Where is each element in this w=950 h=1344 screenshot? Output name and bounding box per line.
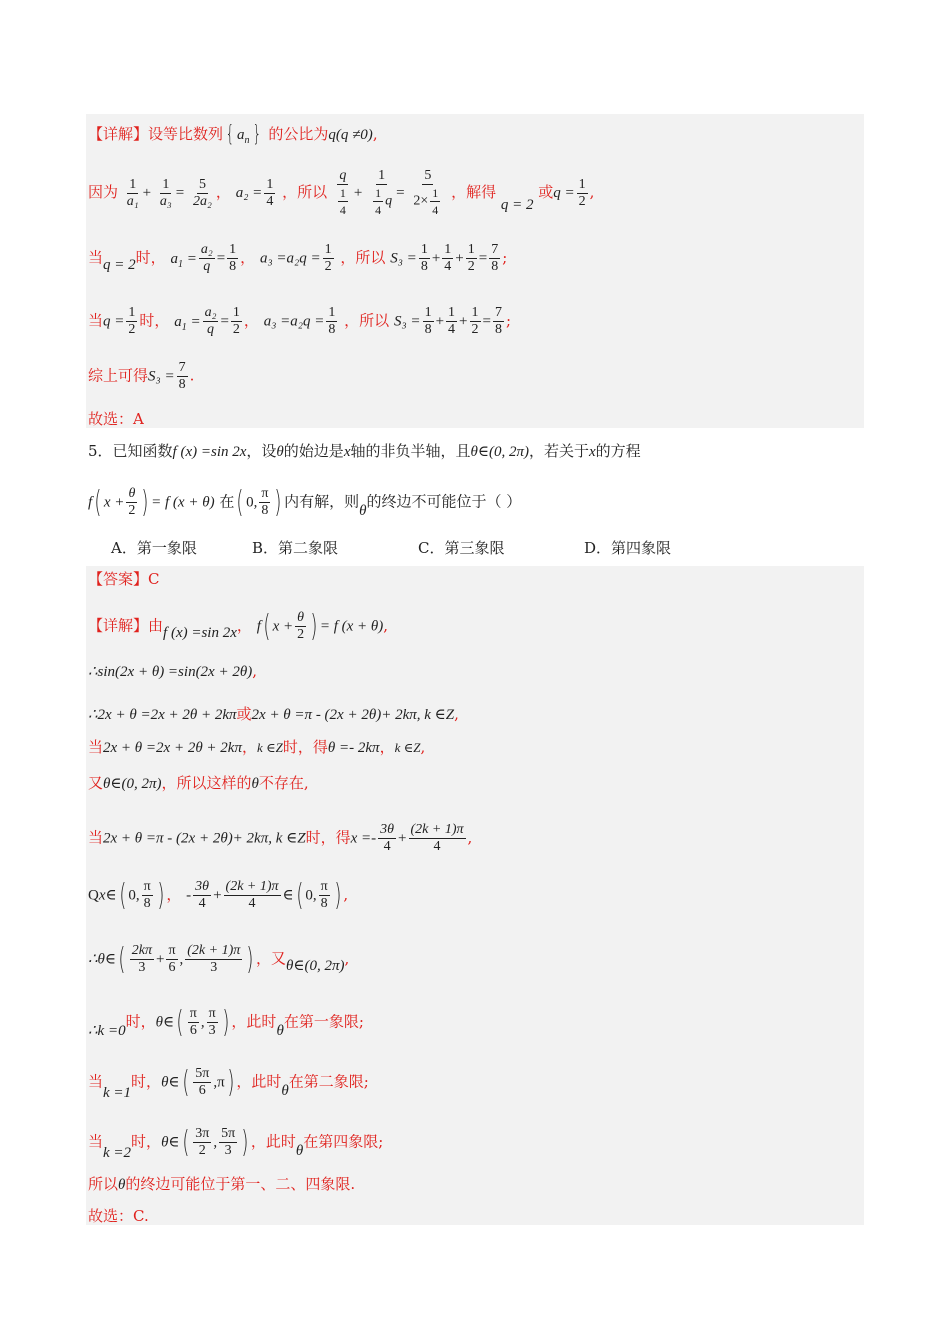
text: 的始边是 — [283, 442, 344, 460]
math: θ — [295, 1142, 304, 1159]
sol4-line4: 当q = $\frac{1}{2}$ 时， $a_1$ = $\frac{\text{a₂}}{q}$ = $\frac{1}{2}$ ， a₃ =a₂q = $\frac{1}{8}$ ，所以 S₃ = $\frac{1}{8}$ + $\frac{1}{4}$ + $\frac{1}{2}$ = $\frac{7}{8}$ ; — [88, 305, 512, 337]
math: S₃ = — [393, 313, 421, 330]
math: k =2 — [103, 1144, 132, 1161]
text: , — [344, 949, 350, 968]
text: ，此时 — [236, 1072, 282, 1091]
text: 或 — [236, 705, 252, 723]
math: θ — [276, 444, 284, 460]
math: 2x + θ =2x + 2θ + 2kπ — [103, 740, 242, 756]
text: , — [252, 662, 257, 680]
frac: $\frac{1}{\text{a₁}}$ — [126, 176, 139, 209]
text: ，解得 — [451, 183, 497, 201]
sol5-step5: 当2x + θ =π - (2x + 2θ)+ 2kπ, k ∈Z时，得x =- $\frac{3\theta}{4}$ + $\frac{(2k + 1)\pi}{4}$ , — [88, 822, 473, 854]
text: 时，得 — [282, 738, 328, 756]
math: ∴θ∈ — [88, 951, 117, 968]
sol5-step4 — [88, 772, 309, 795]
sol5-step2 — [88, 703, 459, 726]
text: 轴的非负半轴，且 — [350, 442, 471, 460]
math: q = 2 — [103, 256, 136, 273]
answer-tag: 【答案】 — [88, 570, 149, 588]
text: ; — [502, 248, 508, 267]
text: , — [383, 616, 389, 635]
text: 时，得 — [305, 828, 351, 847]
text: ，所以 — [282, 183, 328, 201]
text: 在第一象限; — [283, 1012, 364, 1031]
math: θ∈(0, 2π) — [470, 444, 529, 460]
math: - — [186, 887, 192, 904]
text: 在 — [219, 492, 235, 511]
q5-line1 — [88, 440, 641, 463]
math: 2x + θ =π - (2x + 2θ)+ 2kπ, k ∈Z — [251, 707, 455, 723]
math: f (x) =sin 2x — [172, 444, 247, 460]
math: θ∈ — [161, 1134, 180, 1151]
math: k ∈Z — [394, 740, 421, 755]
text: , — [372, 125, 378, 143]
sol5-conclusion — [88, 1173, 355, 1196]
sol4-line3: 当q = 2时， $a_1$ = $\frac{\text{a₂}}{q}$ = $\frac{1}{8}$ ， a₃ =a₂q = $\frac{1}{2}$ ，所以 S₃ = $\frac{1}{8}$ + $\frac{1}{4}$ + $\frac{1}{2}$ = $\frac{7}{8}$ ; — [88, 242, 508, 274]
text: 所以 — [88, 1175, 119, 1193]
text: 内有解，则 — [284, 492, 360, 511]
text: 故选：A — [88, 410, 144, 428]
math: θ — [281, 1082, 289, 1099]
text: , — [420, 738, 426, 756]
text: 当 — [88, 1072, 104, 1091]
frac-compound: 1 $\frac{1}{4}$ q — [375, 168, 393, 217]
frac: $\frac{1}{8}$ — [229, 242, 237, 274]
math: θ∈(0, 2π) — [286, 957, 345, 974]
text: , — [343, 885, 349, 904]
frac-compound: 5 2× $\frac{1}{4}$ — [413, 168, 439, 217]
math: ∴2x + θ =2x + 2θ + 2kπ — [88, 707, 237, 723]
text: ，所以 — [344, 311, 390, 330]
text: 又 — [88, 774, 104, 792]
option-b[interactable]: B．第二象限 — [252, 539, 339, 557]
sol5-final-answer — [88, 1205, 149, 1227]
q5-line2: f( x + $\frac{\theta}{2}$ ) = f (x + θ) 在( 0, $\frac{\pi}{8}$ ) 内有解，则θ的终边不可能位于（ ） — [88, 484, 522, 520]
sol4-line2: 因为 $\frac{1}{\text{a₁}}$ + $\frac{1}{\text{a₃}}$ = $\frac{5}{\text{2a₂}}$ ， a₂ = $\frac{1}{4}$ ，所以 $\frac{q}{\frac{1}{4}}$ + 1 $\frac{1}{4}$ q = 5 2× $\frac{1}{4}$ ，解得 q = 2 或q = $\frac{1}{2}$ , — [88, 168, 595, 217]
frac: $\frac{1}{2}$ — [578, 176, 586, 209]
sol5-step7: ∴θ∈( $\frac{2k\pi}{3}$ + $\frac{\pi}{6}$ , $\frac{(2k + 1)\pi}{3}$ ) ，又θ∈(0, 2π), — [88, 941, 350, 977]
frac: $\frac{\text{a₂}}{q}$ — [200, 242, 213, 274]
text: 因为 — [88, 183, 119, 201]
text: 时， — [135, 248, 166, 267]
math: f — [88, 494, 93, 511]
math: x∈ — [98, 887, 117, 904]
option-d[interactable]: D．第四象限 — [584, 539, 672, 557]
text: ， — [241, 738, 257, 756]
text: ，所以这样的 — [161, 774, 252, 792]
detail-tag: 【详解】 — [88, 125, 149, 143]
text: . — [189, 366, 195, 385]
text: 时， — [125, 1012, 156, 1031]
sol4-line1: 【详解】设等比数列 { $a_n$ } 的公比为q(q ≠0), — [88, 122, 378, 147]
frac: $\frac{5}{\text{2a₂}}$ — [193, 176, 212, 209]
math: 0, — [246, 494, 258, 511]
math: q = — [553, 185, 575, 201]
text: 不存在, — [258, 774, 309, 792]
text: ， — [236, 616, 252, 635]
text: ， — [379, 738, 395, 756]
text: ，设 — [246, 442, 277, 460]
sol5-step9: 当k =1时，θ∈( $\frac{5\pi}{6}$ ,π) ，此时θ在第二象限; — [88, 1064, 369, 1101]
math: x — [589, 444, 596, 460]
text: , — [467, 828, 473, 847]
frac: $\frac{1}{\text{a₃}}$ — [159, 176, 172, 209]
math: θ — [118, 1177, 126, 1193]
text: 的方程 — [595, 442, 641, 460]
math: x =- — [350, 830, 377, 847]
text: ; — [505, 311, 512, 330]
math: = f (x + θ) — [151, 494, 215, 511]
text: ，此时 — [231, 1012, 277, 1031]
math: f (x) =sin 2x — [163, 624, 237, 641]
option-c[interactable]: C．第三象限 — [418, 539, 505, 557]
text: 或 — [538, 183, 554, 201]
math: = f (x + θ) — [319, 618, 384, 635]
math-a: a — [237, 127, 245, 143]
detail-tag: 【详解】 — [88, 616, 149, 635]
text: ，又 — [255, 949, 286, 968]
math-q: q(q ≠0) — [328, 127, 373, 143]
text: ， — [166, 885, 182, 904]
text: ，若关于 — [528, 442, 589, 460]
math: θ∈ — [155, 1014, 175, 1031]
math: S₃ = — [148, 368, 175, 385]
math: ∴sin(2x + θ) =sin(2x + 2θ) — [88, 664, 253, 680]
math: a₂ = — [235, 185, 263, 201]
math: 2x + θ =π - (2x + 2θ)+ 2kπ, k ∈Z — [103, 830, 306, 847]
text: 的公比为 — [268, 125, 329, 143]
text: 设等比数列 — [148, 125, 224, 143]
text: 故选：C. — [88, 1207, 149, 1225]
math: x — [343, 444, 351, 460]
text: 时， — [139, 311, 170, 330]
math: θ∈(0, 2π) — [103, 776, 162, 792]
question-number: 5．已知函数 — [88, 442, 173, 460]
text: 在第二象限; — [288, 1072, 369, 1091]
sol5-step10: 当k =2时，θ∈( $\frac{3\pi}{2}$ , $\frac{5\pi}{3}$ ) ，此时θ在第四象限; — [88, 1124, 384, 1161]
math: k ∈Z — [257, 740, 283, 755]
sol4-answer — [88, 408, 144, 430]
text: 时， — [131, 1132, 162, 1151]
math: q = — [103, 313, 125, 330]
frac: $\frac{1}{4}$ — [266, 176, 274, 209]
math: ∴k =0 — [88, 1022, 126, 1039]
math: θ — [359, 502, 367, 519]
math: k =1 — [103, 1084, 132, 1101]
text: 的终边不可能位于（ ） — [366, 492, 522, 511]
answer-value: C — [148, 570, 160, 588]
sol5-step6: Qx∈( 0, $\frac{\pi}{8}$ ) ， - $\frac{3\theta}{4}$ + $\frac{(2k + 1)\pi}{4}$ ∈( 0, $\frac{\pi}{8}$ ) , — [88, 877, 349, 913]
text: , — [454, 705, 459, 723]
text: 由 — [148, 616, 164, 635]
sol5-answer — [88, 568, 160, 590]
frac-compound: $\frac{q}{\frac{1}{4}}$ — [339, 168, 347, 217]
math: Q — [88, 887, 99, 904]
math-sub: n — [244, 135, 250, 146]
math: S₃ = — [390, 250, 417, 267]
math: θ =- 2kπ — [327, 740, 380, 756]
frac: $\frac{1}{2}$ — [324, 242, 332, 274]
text: 当 — [88, 828, 104, 847]
option-a[interactable]: A．第一象限 — [111, 539, 197, 557]
text: 当 — [88, 248, 104, 267]
math: a₃ =a₂q = — [259, 250, 321, 267]
math: θ∈ — [161, 1074, 180, 1091]
text: 在第四象限; — [303, 1132, 384, 1151]
text: 时， — [131, 1072, 162, 1091]
text: 当 — [88, 738, 104, 756]
sol5-step1 — [88, 660, 257, 683]
text: 综上可得 — [88, 366, 149, 385]
text: ，所以 — [340, 248, 386, 267]
math: θ — [276, 1022, 284, 1039]
math: θ — [251, 776, 259, 792]
text: ，此时 — [250, 1132, 296, 1151]
text: 当 — [88, 1132, 104, 1151]
sol5-detail: 【详解】由f (x) =sin 2x， f( x + $\frac{\theta}{2}$ ) = f (x + θ), — [88, 608, 389, 644]
sol4-line5: 综上可得S₃ = $\frac{7}{8}$ . — [88, 360, 195, 392]
sol5-step3 — [88, 736, 425, 759]
math: q = 2 — [500, 197, 534, 213]
sol5-step8: ∴k =0时，θ∈( $\frac{\pi}{6}$ , $\frac{\pi}{3}$ ) ，此时θ在第一象限; — [88, 1004, 364, 1040]
math: ∈ — [282, 887, 294, 904]
math: a₃ =a₂q = — [263, 313, 325, 330]
text: 的终边可能位于第一、二、四象限. — [125, 1175, 356, 1193]
text: 当 — [88, 311, 104, 330]
